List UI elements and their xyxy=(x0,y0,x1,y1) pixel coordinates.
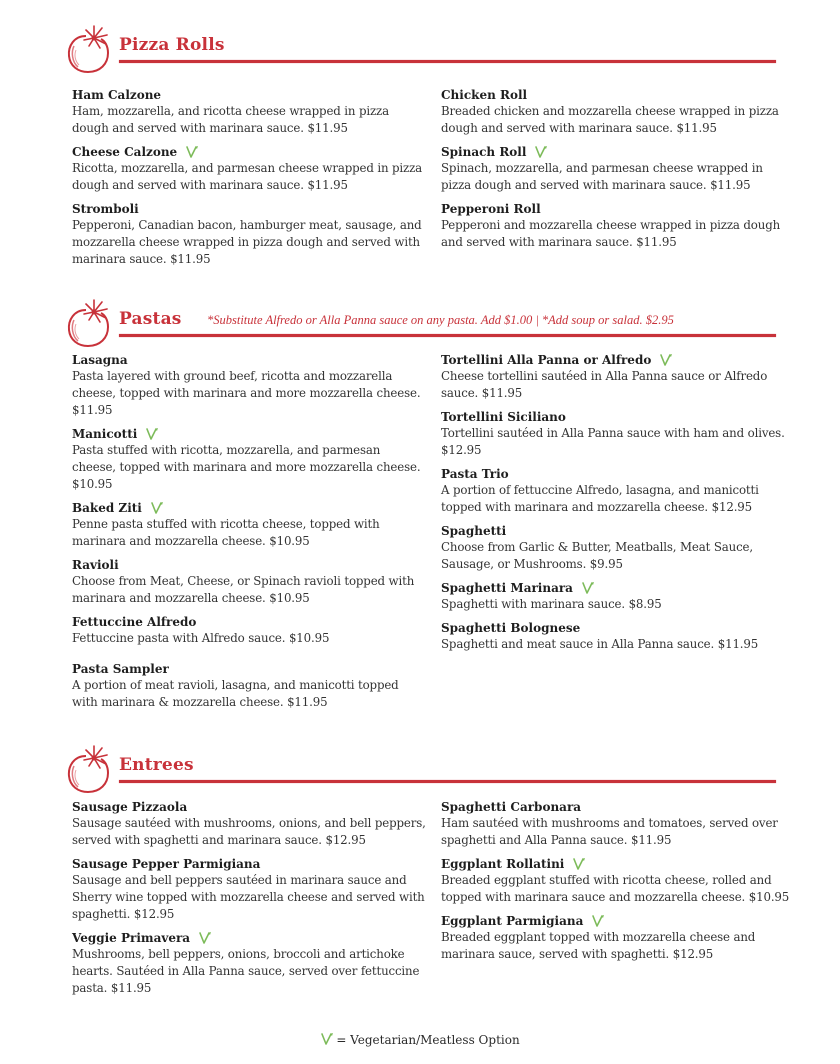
menu-item-price: $9.95 xyxy=(589,557,623,571)
section-header-entrees xyxy=(64,744,776,792)
menu-item-title: Stromboli xyxy=(72,202,139,216)
menu-item-description xyxy=(72,677,427,711)
vegetarian-legend xyxy=(0,1032,840,1047)
menu-column-left xyxy=(72,352,427,718)
menu-item-description xyxy=(72,217,427,268)
leaf-check-icon xyxy=(659,353,673,367)
description-text: Spaghetti with marinara sauce. xyxy=(441,597,625,611)
leaf-check-icon xyxy=(591,914,605,928)
menu-item-description xyxy=(441,103,796,137)
menu-item-price: $10.95 xyxy=(288,631,330,645)
menu-item-description xyxy=(72,516,427,550)
description-text: Sausage and bell peppers sautéed in marinara sauce and Sherry wine topped with mozzarella cheese and served with spaghetti. xyxy=(72,873,425,921)
menu-item-title: Fettuccine Alfredo xyxy=(72,615,197,629)
menu-item-description xyxy=(72,630,427,647)
leaf-check-icon xyxy=(145,427,159,441)
section-header-pizza-rolls xyxy=(64,24,776,72)
menu-item-price: $11.95 xyxy=(676,121,717,135)
description-text: Cheese tortellini sautéed in Alla Panna sauce or Alfredo sauce. xyxy=(441,369,768,400)
menu-column-right xyxy=(441,87,796,258)
menu-item-price: $10.95 xyxy=(748,890,790,904)
menu-item xyxy=(441,799,796,849)
menu-item xyxy=(72,426,427,493)
menu-item-title: Tortellini Siciliano xyxy=(441,410,566,424)
leaf-check-icon xyxy=(581,581,595,595)
menu-item-title: Cheese Calzone xyxy=(72,145,178,159)
description-text: A portion of meat ravioli, lasagna, and manicotti topped with marinara & mozzarella cheese. xyxy=(72,678,399,709)
menu-item-price: $11.95 xyxy=(72,403,113,417)
menu-item-price: $11.95 xyxy=(481,386,523,400)
menu-item xyxy=(72,661,427,711)
menu-item-name xyxy=(441,620,796,636)
description-text: Sausage sautéed with mushrooms, onions, and bell peppers, served with spaghetti and marinara sauce. xyxy=(72,816,426,847)
menu-item xyxy=(72,352,427,419)
menu-item-price: $10.95 xyxy=(72,477,113,491)
menu-item-title: Eggplant Rollatini xyxy=(441,857,565,871)
menu-item-title: Pepperoni Roll xyxy=(441,202,541,216)
menu-item-title: Chicken Roll xyxy=(441,88,528,102)
menu-item-name xyxy=(441,523,796,539)
menu-item-price: $12.95 xyxy=(325,833,366,847)
description-text: Pepperoni, Canadian bacon, hamburger meat, sausage, and mozzarella cheese wrapped in pizza dough and served with marinara sauce. xyxy=(72,218,422,266)
menu-item-description xyxy=(72,103,427,137)
section-divider xyxy=(119,60,776,63)
menu-item-title: Tortellini Alla Panna or Alfredo xyxy=(441,353,652,367)
section-title: Pastas xyxy=(119,309,182,329)
menu-item xyxy=(441,409,796,459)
tomato-icon xyxy=(64,24,114,74)
menu-item-description xyxy=(441,539,796,573)
description-text: Choose from Meat, Cheese, or Spinach ravioli topped with marinara and mozzarella cheese. xyxy=(72,574,415,605)
menu-item-name xyxy=(441,87,796,103)
menu-item-name xyxy=(72,352,427,368)
menu-item xyxy=(441,913,796,963)
leaf-check-icon xyxy=(185,145,199,159)
description-text: Mushrooms, bell peppers, onions, broccoli and artichoke hearts. Sautéed in Alla Panna sauce, served over fettuccine pasta. xyxy=(72,947,420,995)
description-text: Breaded eggplant topped with mozzarella cheese and marinara sauce, served with spaghetti. xyxy=(441,930,756,961)
leaf-check-icon xyxy=(534,145,548,159)
menu-item xyxy=(441,580,796,613)
menu-item-description xyxy=(72,573,427,607)
menu-item-title: Baked Ziti xyxy=(72,501,142,515)
menu-item xyxy=(72,557,427,607)
menu-column-right xyxy=(441,799,796,970)
section-divider xyxy=(119,334,776,337)
menu-item-name xyxy=(441,352,796,368)
description-text: Fettuccine pasta with Alfredo sauce. xyxy=(72,631,286,645)
menu-item-price: $12.95 xyxy=(133,907,175,921)
menu-item-name xyxy=(441,913,796,929)
menu-item-title: Spaghetti Carbonara xyxy=(441,800,582,814)
menu-item-price: $12.95 xyxy=(441,443,482,457)
section-title: Entrees xyxy=(119,755,194,775)
menu-item xyxy=(441,87,796,137)
menu-item-price: $11.95 xyxy=(287,695,328,709)
menu-item-description xyxy=(72,442,427,493)
menu-item xyxy=(72,144,427,194)
menu-item-description xyxy=(441,482,796,516)
menu-item-description xyxy=(72,160,427,194)
menu-item-title: Spaghetti Bolognese xyxy=(441,621,581,635)
menu-item-title: Pasta Trio xyxy=(441,467,509,481)
menu-item-name xyxy=(72,426,427,442)
menu-item-title: Sausage Pizzaola xyxy=(72,800,188,814)
section-note: *Substitute Alfredo or Alla Panna sauce on any pasta. Add $1.00 | *Add soup or salad. $2.95 xyxy=(207,313,674,327)
menu-item-price: $12.95 xyxy=(711,500,753,514)
menu-item-description xyxy=(441,636,796,653)
menu-item-price: $12.95 xyxy=(672,947,714,961)
menu-item-title: Veggie Primavera xyxy=(72,931,191,945)
leaf-check-icon xyxy=(572,857,586,871)
menu-item-price: $11.95 xyxy=(710,178,751,192)
menu-item-name xyxy=(441,799,796,815)
menu-item-name xyxy=(441,580,796,596)
menu-item-title: Ravioli xyxy=(72,558,119,572)
menu-item-description xyxy=(72,872,427,923)
menu-item-price: $11.95 xyxy=(307,121,348,135)
menu-item-description xyxy=(441,368,796,402)
menu-item-price: $11.95 xyxy=(636,235,677,249)
menu-item xyxy=(441,523,796,573)
menu-item xyxy=(441,466,796,516)
section-header-pastas xyxy=(64,298,776,346)
section-divider xyxy=(119,780,776,783)
menu-item xyxy=(72,87,427,137)
legend-text: = Vegetarian/Meatless Option xyxy=(336,1033,520,1047)
tomato-icon xyxy=(64,298,114,348)
menu-item-description xyxy=(441,425,796,459)
menu-item-title: Spinach Roll xyxy=(441,145,527,159)
menu-item-description xyxy=(441,160,796,194)
menu-item-title: Spaghetti xyxy=(441,524,507,538)
description-text: Tortellini sautéed in Alla Panna sauce with ham and olives. xyxy=(441,426,785,440)
menu-item-name xyxy=(72,144,427,160)
menu-item-name xyxy=(72,557,427,573)
menu-item-title: Lasagna xyxy=(72,353,128,367)
menu-item-name xyxy=(72,201,427,217)
menu-item xyxy=(72,930,427,997)
leaf-check-icon xyxy=(150,501,164,515)
menu-item-description xyxy=(72,815,427,849)
menu-item-title: Sausage Pepper Parmigiana xyxy=(72,857,261,871)
menu-item-price: $11.95 xyxy=(717,637,759,651)
menu-item-price: $11.95 xyxy=(630,833,672,847)
menu-item-name xyxy=(72,799,427,815)
section-title: Pizza Rolls xyxy=(119,35,225,55)
menu-column-right xyxy=(441,352,796,660)
menu-item-name xyxy=(441,201,796,217)
menu-item-price: $11.95 xyxy=(110,981,152,995)
description-text: Ham sautéed with mushrooms and tomatoes, served over spaghetti and Alla Panna sauce. xyxy=(441,816,778,847)
menu-item xyxy=(72,799,427,849)
menu-item-price: $10.95 xyxy=(269,591,310,605)
menu-item-name xyxy=(72,614,427,630)
tomato-icon xyxy=(64,744,114,794)
description-text: Pasta layered with ground beef, ricotta and mozzarella cheese, topped with marinara and more mozzarella cheese. xyxy=(72,369,421,400)
menu-item-price: $11.95 xyxy=(307,178,348,192)
menu-item-description xyxy=(441,872,796,906)
description-text: Spinach, mozzarella, and parmesan cheese wrapped in pizza dough and served with marinara sauce. xyxy=(441,161,763,192)
menu-item xyxy=(441,856,796,906)
menu-item-description xyxy=(441,929,796,963)
description-text: Penne pasta stuffed with ricotta cheese, topped with marinara and mozzarella cheese. xyxy=(72,517,380,548)
description-text: Ricotta, mozzarella, and parmesan cheese wrapped in pizza dough and served with marinara sauce. xyxy=(72,161,423,192)
menu-item-price: $8.95 xyxy=(628,597,662,611)
description-text: Ham, mozzarella, and ricotta cheese wrapped in pizza dough and served with marinara sauce. xyxy=(72,104,389,135)
description-text: Spaghetti and meat sauce in Alla Panna sauce. xyxy=(441,637,715,651)
menu-item-description xyxy=(441,815,796,849)
menu-item-name xyxy=(441,144,796,160)
description-text: Pepperoni and mozzarella cheese wrapped in pizza dough and served with marinara sauce. xyxy=(441,218,781,249)
menu-item xyxy=(72,500,427,550)
leaf-check-icon xyxy=(320,1032,334,1046)
description-text: Breaded chicken and mozzarella cheese wrapped in pizza dough and served with marinara sauce. xyxy=(441,104,779,135)
menu-item xyxy=(441,144,796,194)
menu-item-price: $11.95 xyxy=(170,252,211,266)
menu-item-price: $10.95 xyxy=(269,534,310,548)
menu-item-title: Spaghetti Marinara xyxy=(441,581,573,595)
menu-item-title: Eggplant Parmigiana xyxy=(441,914,584,928)
menu-item xyxy=(72,856,427,923)
menu-item-title: Pasta Sampler xyxy=(72,662,169,676)
menu-item xyxy=(441,201,796,251)
menu-item-description xyxy=(72,946,427,997)
menu-column-left xyxy=(72,799,427,1004)
menu-item-name xyxy=(72,87,427,103)
menu-item-name xyxy=(72,856,427,872)
menu-item-description xyxy=(441,217,796,251)
description-text: A portion of fettuccine Alfredo, lasagna, and manicotti topped with marinara and mozzarella cheese. xyxy=(441,483,759,514)
menu-item-description xyxy=(72,368,427,419)
menu-item-name xyxy=(72,661,427,677)
menu-item-name xyxy=(441,409,796,425)
menu-item-name xyxy=(72,930,427,946)
menu-item xyxy=(72,201,427,268)
description-text: Choose from Garlic & Butter, Meatballs, Meat Sauce, Sausage, or Mushrooms. xyxy=(441,540,753,571)
description-text: Pasta stuffed with ricotta, mozzarella, and parmesan cheese, topped with marinara and more mozzarella cheese. xyxy=(72,443,421,474)
menu-item xyxy=(441,620,796,653)
leaf-check-icon xyxy=(198,931,212,945)
menu-item-description xyxy=(441,596,796,613)
menu-item-name xyxy=(441,466,796,482)
description-text: Breaded eggplant stuffed with ricotta cheese, rolled and topped with marinara sauce and mozzarella cheese. xyxy=(441,873,772,904)
menu-item-title: Ham Calzone xyxy=(72,88,162,102)
menu-item-name xyxy=(72,500,427,516)
menu-item xyxy=(72,614,427,647)
menu-item-name xyxy=(441,856,796,872)
menu-item xyxy=(441,352,796,402)
menu-column-left xyxy=(72,87,427,275)
menu-item-title: Manicotti xyxy=(72,427,138,441)
